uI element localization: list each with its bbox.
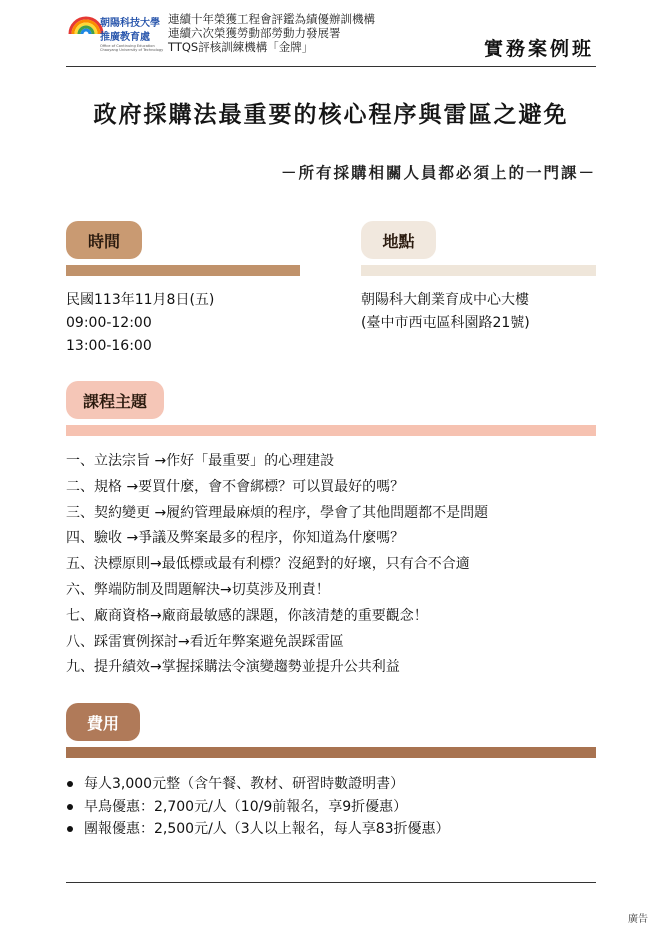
logo-english-text	[100, 44, 166, 53]
topic-item: 五、決標原則→最低標或最有利標？沒絕對的好壞，只有合不合適	[66, 556, 470, 573]
event-date: 民國113年11月8日(五)	[66, 292, 215, 308]
ad-label[interactable]: 廣告	[628, 914, 648, 925]
university-logo	[66, 4, 162, 60]
logo-english-line2: Chaoyang University of Technology	[100, 48, 164, 53]
fee-item	[66, 773, 450, 796]
fee-text: 團報優惠：2,500元/人（3人以上報名，每人享83折優惠）	[84, 821, 450, 837]
time-section-bar	[66, 265, 300, 276]
venue-name: 朝陽科大創業育成中心大樓	[361, 292, 529, 308]
fees-list	[66, 773, 450, 841]
topic-item: 一、立法宗旨 →作好「最重要」的心理建設	[66, 453, 335, 469]
page-subtitle: －所有採購相關人員都必須上的一門課－	[280, 163, 596, 182]
accreditation-text	[168, 12, 375, 54]
accreditation-line: 連續十年榮獲工程會評鑑為績優辦訓機構	[168, 12, 375, 26]
footer-divider	[66, 882, 596, 883]
header-divider	[66, 66, 596, 67]
topic-item: 六、弊端防制及問題解決→切莫涉及刑責！	[66, 581, 330, 598]
bullet-icon	[67, 804, 73, 810]
topics-section-label: 課程主題	[66, 381, 164, 419]
bullet-icon	[67, 781, 73, 787]
fees-section-bar	[66, 747, 596, 758]
accreditation-line: TTQS評核訓練機構「金牌」	[168, 40, 314, 54]
fee-text: 早鳥優惠：2,700元/人（10/9前報名，享9折優惠）	[84, 798, 408, 815]
topic-item: 二、規格 →要買什麼，會不會綁標？可以買最好的嗎？	[66, 478, 405, 495]
topics-section-bar	[66, 425, 596, 436]
bullet-icon	[67, 826, 73, 832]
accreditation-line: 連續六次榮獲勞動部勞動力發展署	[168, 26, 341, 40]
page-title: 政府採購法最重要的核心程序與雷區之避免	[93, 101, 569, 128]
morning-session: 09:00-12:00	[66, 315, 152, 331]
fee-item	[66, 796, 450, 819]
topic-item: 四、驗收 →爭議及弊案最多的程序，你知道為什麼嗎？	[66, 530, 405, 547]
time-details	[66, 289, 214, 358]
logo-name-line1: 朝陽科技大學	[100, 18, 160, 29]
topic-item: 七、廠商資格→廠商最敏感的課題，你該清楚的重要觀念！	[66, 607, 428, 624]
fee-item	[66, 818, 450, 841]
location-section-bar	[361, 265, 596, 276]
topic-item: 九、提升績效→掌握採購法令演變趨勢並提升公共利益	[66, 659, 400, 676]
fee-text: 每人3,000元整（含午餐、教材、研習時數證明書）	[84, 776, 405, 792]
topic-item: 八、踩雷實例探討→看近年弊案避免誤踩雷區	[66, 633, 344, 650]
venue-address: (臺中市西屯區科園路21號)	[361, 315, 530, 331]
afternoon-session: 13:00-16:00	[66, 338, 152, 354]
fees-section-label: 費用	[66, 703, 140, 741]
logo-name-line2: 推廣教育處	[100, 32, 150, 43]
location-section-label: 地點	[361, 221, 436, 259]
topics-list	[66, 449, 596, 681]
time-section-label: 時間	[66, 221, 142, 259]
course-type-tag: 實務案例班	[483, 38, 594, 60]
logo-english-line1: Office of Continuing Education	[100, 44, 155, 48]
location-details	[361, 289, 530, 335]
topic-item: 三、契約變更 →履約管理最麻煩的程序，學會了其他問題都不是問題	[66, 504, 489, 521]
